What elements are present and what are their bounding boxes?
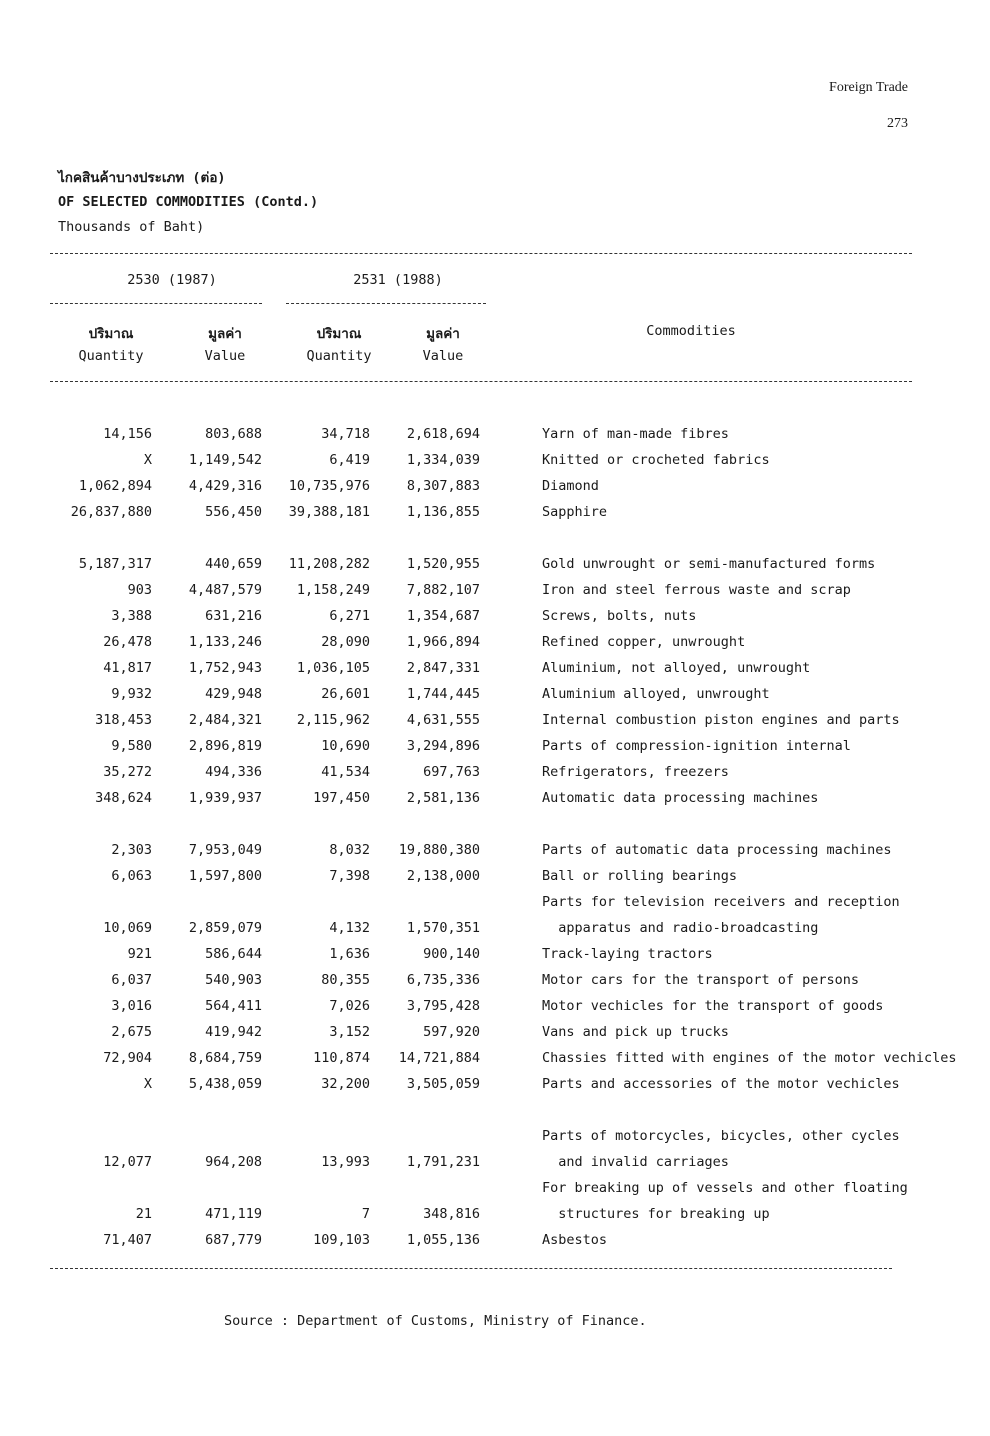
value-1987-cell: 494,336 — [205, 764, 262, 780]
quantity-1987-cell: X — [143, 1076, 152, 1092]
value-1987-thai: มูลค่า — [208, 326, 242, 342]
commodity-cell: Automatic data processing machines — [542, 790, 819, 806]
value-1988-cell: 2,847,331 — [406, 660, 480, 676]
year-1987-label: 2530 (1987) — [127, 272, 217, 288]
commodity-cell: Parts for television receivers and reception — [542, 894, 900, 910]
commodities-header: Commodities — [646, 323, 736, 339]
header-bottom-rule — [50, 381, 912, 382]
value-1987-cell: 7,953,049 — [188, 842, 262, 858]
quantity-1988-cell: 8,032 — [329, 842, 370, 858]
unit-note: Thousands of Baht) — [58, 219, 205, 235]
value-1987-cell: 4,487,579 — [188, 582, 262, 598]
quantity-1987-cell: 6,063 — [111, 868, 152, 884]
commodity-cell: Iron and steel ferrous waste and scrap — [542, 582, 851, 598]
english-title: OF SELECTED COMMODITIES (Contd.) — [58, 194, 319, 210]
quantity-1987-cell: 6,037 — [111, 972, 152, 988]
quantity-1987-cell: 9,580 — [111, 738, 152, 754]
top-rule — [50, 253, 912, 254]
qty-1987-header: Quantity — [78, 348, 144, 364]
value-1987-cell: 429,948 — [205, 686, 262, 702]
quantity-1987-cell: 2,303 — [111, 842, 152, 858]
commodity-cell: Chassies fitted with engines of the motor vechicles — [542, 1050, 957, 1066]
quantity-1987-cell: 318,453 — [95, 712, 152, 728]
quantity-1988-cell: 13,993 — [321, 1154, 370, 1170]
commodity-cell: Sapphire — [542, 504, 608, 520]
quantity-1987-cell: 921 — [127, 946, 152, 962]
quantity-1988-cell: 7,026 — [329, 998, 370, 1014]
commodity-cell: Gold unwrought or semi-manufactured forms — [542, 556, 876, 572]
value-1987-cell: 631,216 — [205, 608, 262, 624]
quantity-1987-cell: 35,272 — [103, 764, 152, 780]
commodity-cell: apparatus and radio-broadcasting — [542, 920, 819, 936]
value-1988-cell: 4,631,555 — [406, 712, 480, 728]
quantity-1987-cell: 9,932 — [111, 686, 152, 702]
quantity-1988-cell: 109,103 — [313, 1232, 370, 1248]
quantity-1987-cell: X — [143, 452, 152, 468]
quantity-1988-cell: 34,718 — [321, 426, 370, 442]
commodity-cell: Track-laying tractors — [542, 946, 713, 962]
value-1988-cell: 1,966,894 — [406, 634, 480, 650]
quantity-1988-cell: 4,132 — [329, 920, 370, 936]
year-1988-rule — [286, 303, 486, 304]
value-1988-cell: 597,920 — [423, 1024, 480, 1040]
value-1987-cell: 586,644 — [205, 946, 262, 962]
quantity-1987-cell: 26,478 — [103, 634, 152, 650]
quantity-1988-cell: 197,450 — [313, 790, 370, 806]
value-1988-cell: 8,307,883 — [406, 478, 480, 494]
value-1988-cell: 14,721,884 — [398, 1050, 480, 1066]
quantity-1987-cell: 348,624 — [95, 790, 152, 806]
quantity-1988-cell: 6,419 — [329, 452, 370, 468]
value-1987-cell: 1,149,542 — [188, 452, 262, 468]
value-1987-cell: 964,208 — [205, 1154, 262, 1170]
value-1988-thai: มูลค่า — [426, 326, 460, 342]
commodity-cell: Motor vechicles for the transport of goods — [542, 998, 884, 1014]
quantity-1988-cell: 10,735,976 — [288, 478, 370, 494]
quantity-1987-cell: 41,817 — [103, 660, 152, 676]
commodity-cell: Parts and accessories of the motor vechicles — [542, 1076, 900, 1092]
quantity-1987-cell: 2,675 — [111, 1024, 152, 1040]
value-1988-cell: 1,791,231 — [406, 1154, 480, 1170]
commodity-cell: Parts of automatic data processing machines — [542, 842, 892, 858]
quantity-1988-cell: 32,200 — [321, 1076, 370, 1092]
quantity-1987-cell: 12,077 — [103, 1154, 152, 1170]
qty-1987-thai: ปริมาณ — [88, 326, 134, 342]
quantity-1988-cell: 6,271 — [329, 608, 370, 624]
quantity-1988-cell: 1,036,105 — [296, 660, 370, 676]
thai-title: ไกคสินค้าบางประเภท (ต่อ) — [58, 170, 226, 186]
value-1988-cell: 1,744,445 — [406, 686, 480, 702]
value-1988-cell: 7,882,107 — [406, 582, 480, 598]
commodity-cell: For breaking up of vessels and other floating — [542, 1180, 908, 1196]
value-1987-cell: 687,779 — [205, 1232, 262, 1248]
year-1988-label: 2531 (1988) — [353, 272, 443, 288]
quantity-1988-cell: 26,601 — [321, 686, 370, 702]
quantity-1988-cell: 11,208,282 — [288, 556, 370, 572]
quantity-1988-cell: 28,090 — [321, 634, 370, 650]
value-1987-cell: 471,119 — [205, 1206, 262, 1222]
value-1987-cell: 440,659 — [205, 556, 262, 572]
value-1988-cell: 2,581,136 — [406, 790, 480, 806]
value-1987-cell: 8,684,759 — [188, 1050, 262, 1066]
section-title: Foreign Trade — [829, 80, 908, 95]
commodity-cell: Refrigerators, freezers — [542, 764, 729, 780]
value-1988-cell: 2,138,000 — [406, 868, 480, 884]
quantity-1988-cell: 41,534 — [321, 764, 370, 780]
quantity-1987-cell: 3,016 — [111, 998, 152, 1014]
commodity-cell: Aluminium, not alloyed, unwrought — [542, 660, 811, 676]
commodity-cell: Refined copper, unwrought — [542, 634, 746, 650]
qty-1988-thai: ปริมาณ — [316, 326, 362, 342]
value-1988-cell: 3,294,896 — [406, 738, 480, 754]
value-1987-cell: 4,429,316 — [188, 478, 262, 494]
value-1987-header: Value — [204, 348, 246, 364]
commodity-cell: Internal combustion piston engines and parts — [542, 712, 900, 728]
quantity-1987-cell: 21 — [135, 1206, 152, 1222]
commodity-cell: structures for breaking up — [542, 1206, 770, 1222]
quantity-1988-cell: 2,115,962 — [296, 712, 370, 728]
commodity-cell: Motor cars for the transport of persons — [542, 972, 859, 988]
value-1988-cell: 1,334,039 — [406, 452, 480, 468]
value-1987-cell: 1,752,943 — [188, 660, 262, 676]
value-1987-cell: 2,859,079 — [188, 920, 262, 936]
value-1987-cell: 2,896,819 — [188, 738, 262, 754]
quantity-1988-cell: 80,355 — [321, 972, 370, 988]
commodity-cell: Screws, bolts, nuts — [542, 608, 697, 624]
commodity-cell: Parts of motorcycles, bicycles, other cycles — [542, 1128, 900, 1144]
value-1987-cell: 1,597,800 — [188, 868, 262, 884]
quantity-1987-cell: 3,388 — [111, 608, 152, 624]
value-1988-cell: 3,505,059 — [406, 1076, 480, 1092]
qty-1988-header: Quantity — [306, 348, 372, 364]
value-1988-cell: 348,816 — [423, 1206, 480, 1222]
value-1987-cell: 5,438,059 — [188, 1076, 262, 1092]
quantity-1988-cell: 10,690 — [321, 738, 370, 754]
value-1987-cell: 564,411 — [205, 998, 262, 1014]
quantity-1988-cell: 1,636 — [329, 946, 370, 962]
value-1988-cell: 19,880,380 — [398, 842, 480, 858]
value-1988-cell: 2,618,694 — [406, 426, 480, 442]
commodity-cell: Diamond — [542, 478, 599, 494]
commodity-cell: and invalid carriages — [542, 1154, 729, 1170]
value-1988-cell: 900,140 — [423, 946, 480, 962]
quantity-1988-cell: 110,874 — [313, 1050, 370, 1066]
value-1987-cell: 556,450 — [205, 504, 262, 520]
commodity-cell: Yarn of man-made fibres — [542, 426, 729, 442]
page-number: 273 — [887, 116, 908, 131]
value-1987-cell: 1,133,246 — [188, 634, 262, 650]
quantity-1987-cell: 14,156 — [103, 426, 152, 442]
value-1988-cell: 1,354,687 — [406, 608, 480, 624]
commodity-cell: Knitted or crocheted fabrics — [542, 452, 770, 468]
bottom-rule — [50, 1268, 892, 1269]
commodity-cell: Ball or rolling bearings — [542, 868, 738, 884]
quantity-1987-cell: 903 — [127, 582, 152, 598]
commodity-cell: Asbestos — [542, 1232, 608, 1248]
value-1987-cell: 419,942 — [205, 1024, 262, 1040]
value-1987-cell: 2,484,321 — [188, 712, 262, 728]
value-1988-cell: 3,795,428 — [406, 998, 480, 1014]
quantity-1987-cell: 5,187,317 — [78, 556, 152, 572]
quantity-1988-cell: 7 — [361, 1206, 370, 1222]
value-1988-cell: 1,570,351 — [406, 920, 480, 936]
commodity-cell: Aluminium alloyed, unwrought — [542, 686, 770, 702]
quantity-1988-cell: 1,158,249 — [296, 582, 370, 598]
commodity-cell: Vans and pick up trucks — [542, 1024, 729, 1040]
value-1988-cell: 6,735,336 — [406, 972, 480, 988]
quantity-1987-cell: 10,069 — [103, 920, 152, 936]
year-1987-rule — [50, 303, 262, 304]
quantity-1988-cell: 39,388,181 — [288, 504, 370, 520]
quantity-1987-cell: 72,904 — [103, 1050, 152, 1066]
commodity-cell: Parts of compression-ignition internal — [542, 738, 851, 754]
quantity-1987-cell: 71,407 — [103, 1232, 152, 1248]
source-note: Source : Department of Customs, Ministry of Finance. — [224, 1313, 647, 1329]
value-1987-cell: 803,688 — [205, 426, 262, 442]
quantity-1988-cell: 3,152 — [329, 1024, 370, 1040]
value-1988-header: Value — [422, 348, 464, 364]
value-1987-cell: 540,903 — [205, 972, 262, 988]
quantity-1987-cell: 26,837,880 — [70, 504, 152, 520]
value-1987-cell: 1,939,937 — [188, 790, 262, 806]
value-1988-cell: 1,055,136 — [406, 1232, 480, 1248]
quantity-1987-cell: 1,062,894 — [78, 478, 152, 494]
value-1988-cell: 1,520,955 — [406, 556, 480, 572]
quantity-1988-cell: 7,398 — [329, 868, 370, 884]
value-1988-cell: 1,136,855 — [406, 504, 480, 520]
value-1988-cell: 697,763 — [423, 764, 480, 780]
